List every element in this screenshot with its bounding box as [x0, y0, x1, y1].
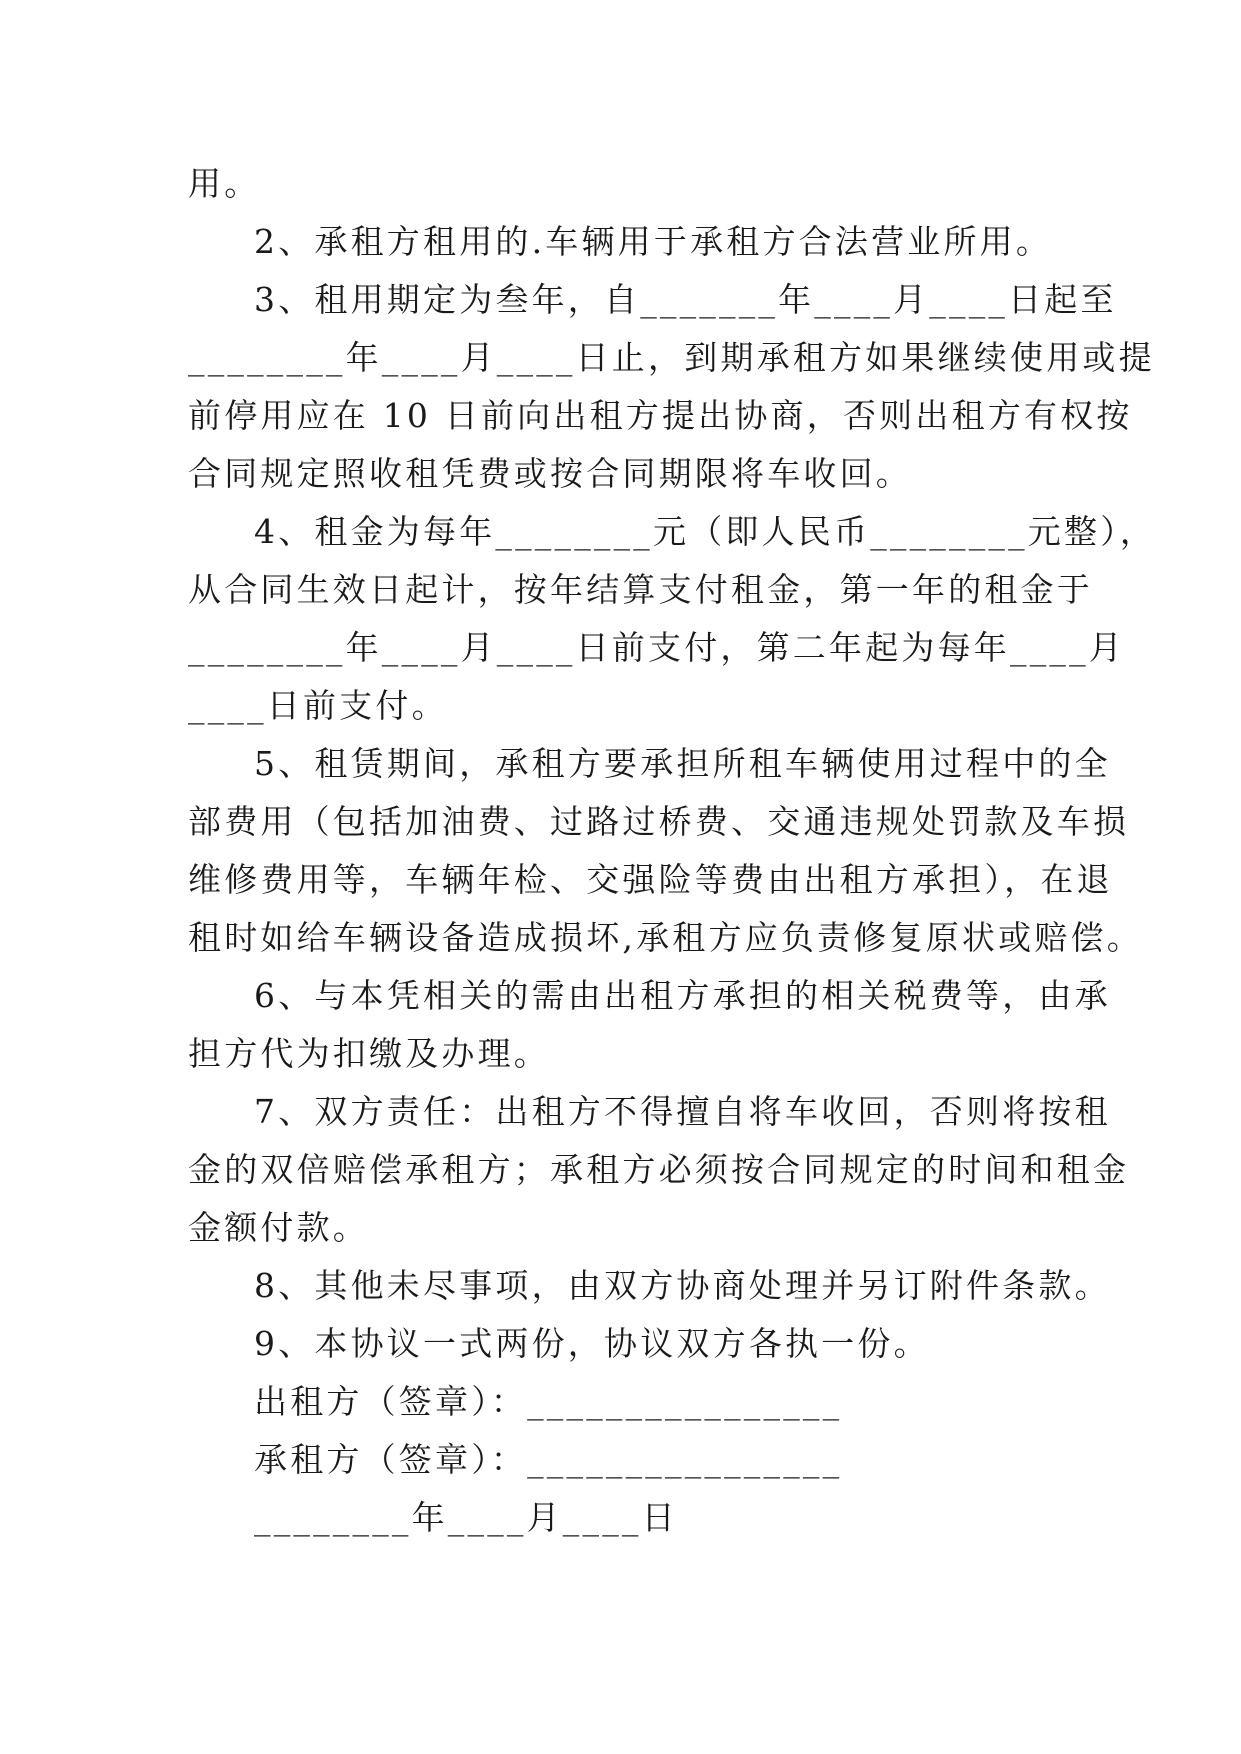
clause-4-line-3: ________年____月____日前支付，第二年起为每年____月	[188, 628, 1125, 667]
document-body	[188, 155, 1157, 1547]
lessor-signature-line: 出租方（签章）：________________	[254, 1382, 843, 1421]
clause-4-line-2: 从合同生效日起计，按年结算支付租金，第一年的租金于	[188, 570, 1093, 609]
clause-4-line-1: 4、租金为每年________元（即人民币________元整），	[254, 512, 1157, 551]
clause-4-line-4: ____日前支付。	[188, 686, 448, 725]
clause-6-line-1: 6、与本凭相关的需由出租方承担的相关税费等，由承	[254, 976, 1111, 1015]
clause-7-line-3: 金额付款。	[188, 1208, 369, 1247]
clause-7-line-2: 金的双倍赔偿承租方；承租方必须按合同规定的时间和租金	[188, 1150, 1130, 1189]
clause-6-line-2: 担方代为扣缴及办理。	[188, 1034, 550, 1073]
clause-5-line-1: 5、租赁期间，承租方要承担所租车辆使用过程中的全	[254, 744, 1111, 783]
clause-9: 9、本协议一式两份，协议双方各执一份。	[254, 1324, 930, 1363]
clause-7-line-1: 7、双方责任：出租方不得擅自将车收回，否则将按租	[254, 1092, 1111, 1131]
clause-5-line-3: 维修费用等，车辆年检、交强险等费由出租方承担），在退	[188, 860, 1113, 899]
clause-3-line-4: 合同规定照收租凭费或按合同期限将车收回。	[188, 454, 912, 493]
lessee-signature-line: 承租方（签章）：________________	[254, 1440, 843, 1479]
clause-5-line-4: 租时如给车辆设备造成损坏,承租方应负责修复原状或赔偿。	[188, 918, 1143, 957]
clause-2: 2、承租方租用的.车辆用于承租方合法营业所用。	[254, 222, 1053, 261]
text-line: 用。	[188, 164, 261, 203]
clause-5-line-2: 部费用（包括加油费、过路过桥费、交通违规处罚款及车损	[188, 802, 1130, 841]
clause-3-line-3: 前停用应在 10 日前向出租方提出协商，否则出租方有权按	[188, 396, 1133, 435]
clause-3-line-2: ________年____月____日止，到期承租方如果继续使用或提	[188, 338, 1155, 377]
clause-3-line-1: 3、租用期定为叁年，自_______年____月____日起至	[254, 280, 1117, 319]
clause-8: 8、其他未尽事项，由双方协商处理并另订附件条款。	[254, 1266, 1111, 1305]
date-line: ________年____月____日	[254, 1498, 678, 1537]
